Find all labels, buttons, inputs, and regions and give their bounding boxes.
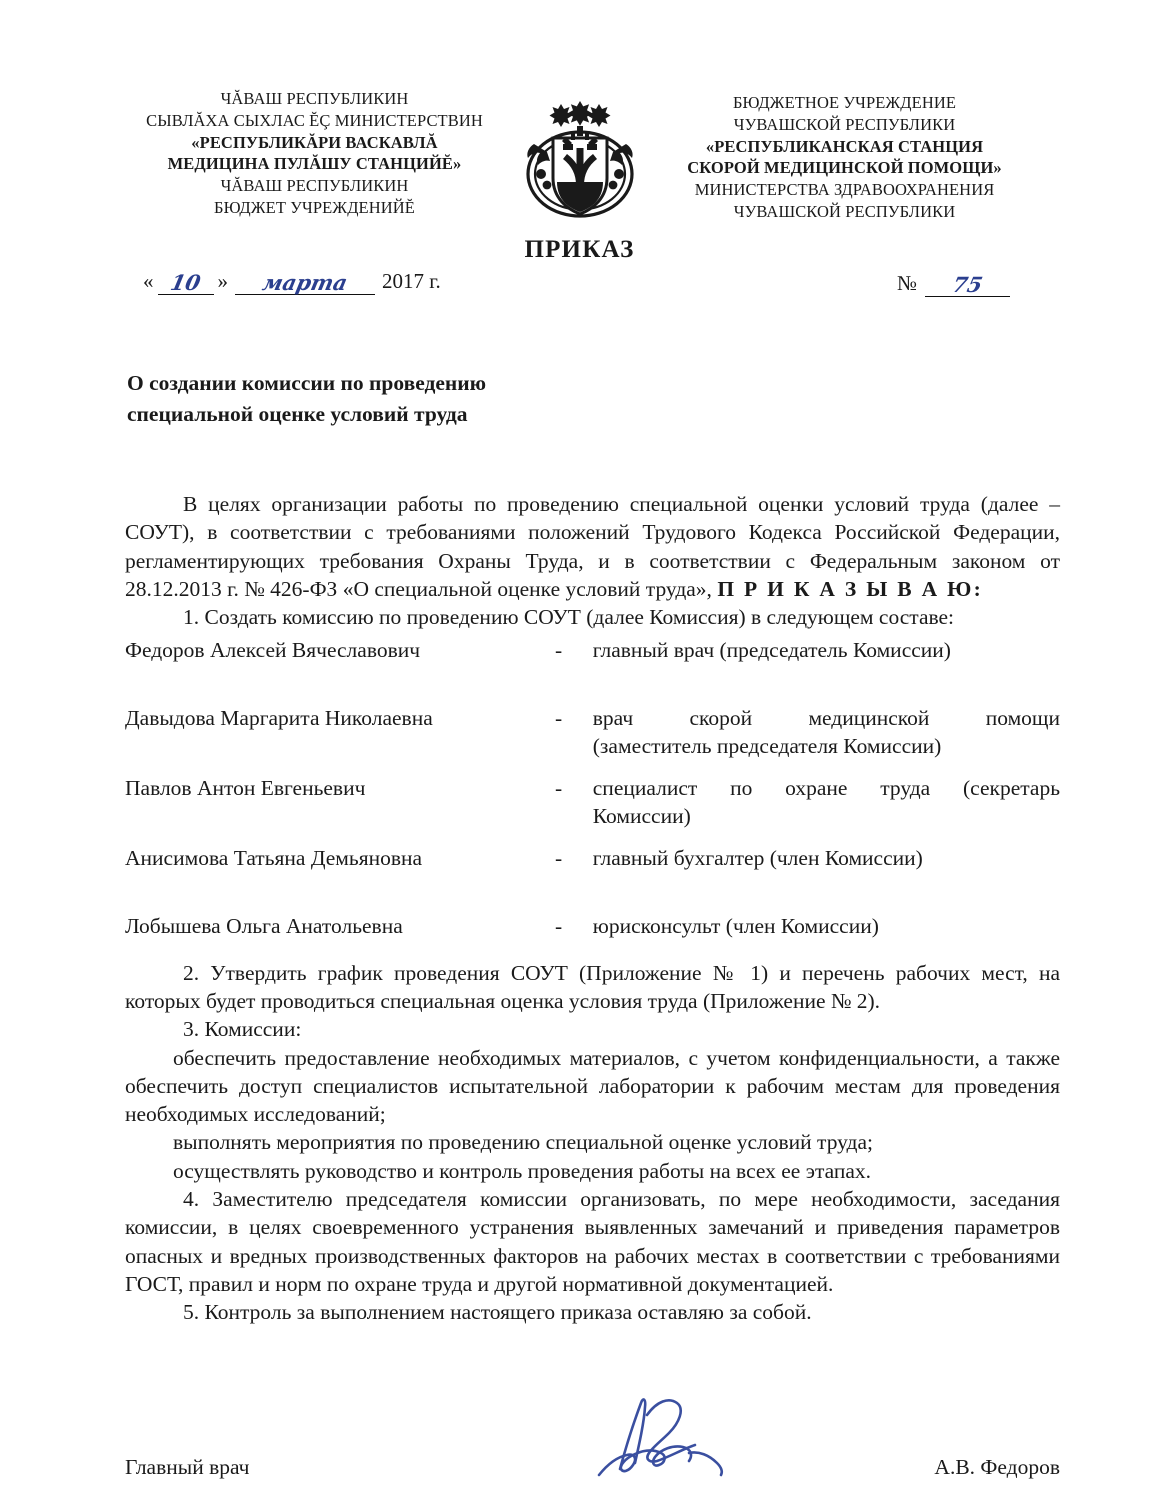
order-keyword: П Р И К А З Ы В А Ю: <box>717 576 984 601</box>
intro-text: В целях организации работы по проведению специальной оценки условий труда (далее – СОУТ), в соответствии с требованиями положений Трудового Кодекса Российской Федерации, регламентирующих требования Охраны Труда, и в соответствии с Федеральным законом от 28.12.2013 г. № 426-ФЗ «О специальной оценке условий труда», <box>125 492 1060 601</box>
signer-position: Главный врач <box>125 1455 250 1479</box>
year-label: 2017 г. <box>382 269 441 293</box>
paragraph-item-1: 1. Создать комиссию по проведению СОУТ (далее Комиссия) в следующем составе: <box>183 605 955 630</box>
member-dash: - <box>555 846 563 871</box>
member-role-line-1: врач скорой медицинской помощи <box>592 706 1060 731</box>
document-date <box>143 268 441 295</box>
member-dash: - <box>555 776 563 801</box>
member-role <box>593 775 1060 831</box>
date-and-number-row <box>125 268 1085 308</box>
table-row <box>125 913 1060 941</box>
month-field[interactable] <box>235 268 375 295</box>
row-spacer <box>125 873 1060 913</box>
quote-open: « <box>143 269 154 293</box>
member-name: Давыдова Маргарита Николаевна <box>125 706 433 731</box>
month-handwritten-value: марта <box>260 270 350 295</box>
row-spacer <box>125 761 1060 775</box>
header-left-line-4: МЕДИЦИНА ПУЛĂШУ СТАНЦИЙĔ» <box>167 154 462 174</box>
table-row <box>125 845 1060 873</box>
header-org-russian <box>655 82 1035 223</box>
member-dash: - <box>555 913 563 938</box>
signer-name: А.В. Федоров <box>934 1455 1060 1479</box>
member-role <box>593 705 1060 761</box>
member-role-line-2: Комиссии) <box>592 804 691 829</box>
document-subject: О создании комиссии по проведению специальной оценке условий труда <box>127 371 487 426</box>
header-right-line-6: ЧУВАШСКОЙ РЕСПУБЛИКИ <box>733 201 956 221</box>
number-label: № <box>896 271 917 295</box>
member-role: главный бухгалтер (член Комиссии) <box>592 846 923 871</box>
document-header <box>0 82 1159 223</box>
paragraph-item-5: 5. Контроль за выполнением настоящего приказа оставляю за собой. <box>183 1300 812 1325</box>
quote-close: » <box>217 269 228 293</box>
member-role-line-2: (заместитель председателя Комиссии) <box>592 734 942 759</box>
header-right-line-5: МИНИСТЕРСТВА ЗДРАВООХРАНЕНИЯ <box>694 180 995 200</box>
header-right-line-1: БЮДЖЕТНОЕ УЧРЕЖДЕНИЕ <box>732 93 957 112</box>
paragraph-item-3: 3. Комиссии: <box>183 1017 302 1042</box>
day-handwritten-value: 10 <box>168 270 203 295</box>
header-right-line-4: СКОРОЙ МЕДИЦИНСКОЙ ПОМОЩИ» <box>687 158 1002 178</box>
header-right-line-2: ЧУВАШСКОЙ РЕСПУБЛИКИ <box>733 114 956 134</box>
paragraph-item-2: 2. Утвердить график проведения СОУТ (Приложение № 1) и перечень рабочих мест, на которых будет проводиться специальная оценка условия труда (Приложение № 2). <box>125 960 1060 1014</box>
member-role: юрисконсульт (член Комиссии) <box>592 913 879 938</box>
header-left-line-5: ЧĂВАШ РЕСПУБЛИКИН <box>220 176 409 196</box>
header-left-line-6: БЮДЖЕТ УЧРЕЖДЕНИЙĔ <box>214 197 415 217</box>
header-right-line-3: «РЕСПУБЛИКАНСКАЯ СТАНЦИЯ <box>705 136 984 156</box>
member-name: Лобышева Ольга Анатольевна <box>125 913 403 938</box>
paragraph-item-3-sub-1: обеспечить предоставление необходимых материалов, с учетом конфиденциальности, а также обеспечить доступ специалистов испытательной лаборатории к рабочим местам для проведения необходимых исследований; <box>125 1045 1060 1127</box>
member-dash: - <box>555 638 563 663</box>
paragraph-item-3-sub-2: выполнять мероприятия по проведению специальной оценке условий труда; <box>173 1130 874 1155</box>
paragraph-intro <box>125 490 1060 603</box>
member-name: Павлов Антон Евгеньевич <box>125 776 366 801</box>
header-left-line-3: «РЕСПУБЛИКĂРИ ВАСКАВЛĂ <box>191 132 438 152</box>
row-spacer <box>125 831 1060 845</box>
signature-block <box>125 1455 1060 1480</box>
row-spacer <box>125 665 1060 705</box>
member-role: главный врач (председатель Комиссии) <box>592 638 951 663</box>
emblem-container <box>505 82 655 218</box>
header-left-line-1: ЧĂВАШ РЕСПУБЛИКИН <box>220 89 409 108</box>
handwritten-signature-icon <box>565 1393 795 1483</box>
items-2-to-5 <box>125 959 1060 1326</box>
paragraph-item-3-sub-3: осуществлять руководство и контроль проведения работы на всех ее этапах. <box>173 1158 872 1183</box>
member-dash: - <box>555 706 563 731</box>
chuvash-republic-coat-of-arms-icon <box>521 82 639 218</box>
member-role-line-1: специалист по охране труда (секретарь <box>592 776 1060 801</box>
table-row <box>125 637 1060 665</box>
document-type-title: ПРИКАЗ <box>524 236 635 263</box>
document-number <box>897 270 1010 297</box>
paragraph-item-4: 4. Заместителю председателя комиссии организовать, по мере необходимости, заседания комиссии, в целях своевременного устранения выявленных замечаний и приведения параметров опасных и вредных производственных факторов на рабочих местах в соответствии с требованиями ГОСТ, правил и норм по охране труда и другой нормативной документацией. <box>125 1187 1060 1296</box>
day-field[interactable] <box>158 268 214 295</box>
header-left-line-2: СЫВЛĂХА СЫХЛАС ĔÇ МИНИСТЕРСТВИН <box>146 110 483 130</box>
member-name: Федоров Алексей Вячеславович <box>125 638 421 663</box>
table-row <box>125 775 1060 831</box>
number-field[interactable] <box>925 270 1010 297</box>
table-row <box>125 705 1060 761</box>
document-body <box>125 490 1060 1326</box>
commission-members-table <box>125 637 1060 941</box>
number-handwritten-value: 75 <box>950 272 985 297</box>
member-name: Анисимова Татьяна Демьяновна <box>125 846 423 871</box>
header-org-chuvash <box>125 82 505 219</box>
